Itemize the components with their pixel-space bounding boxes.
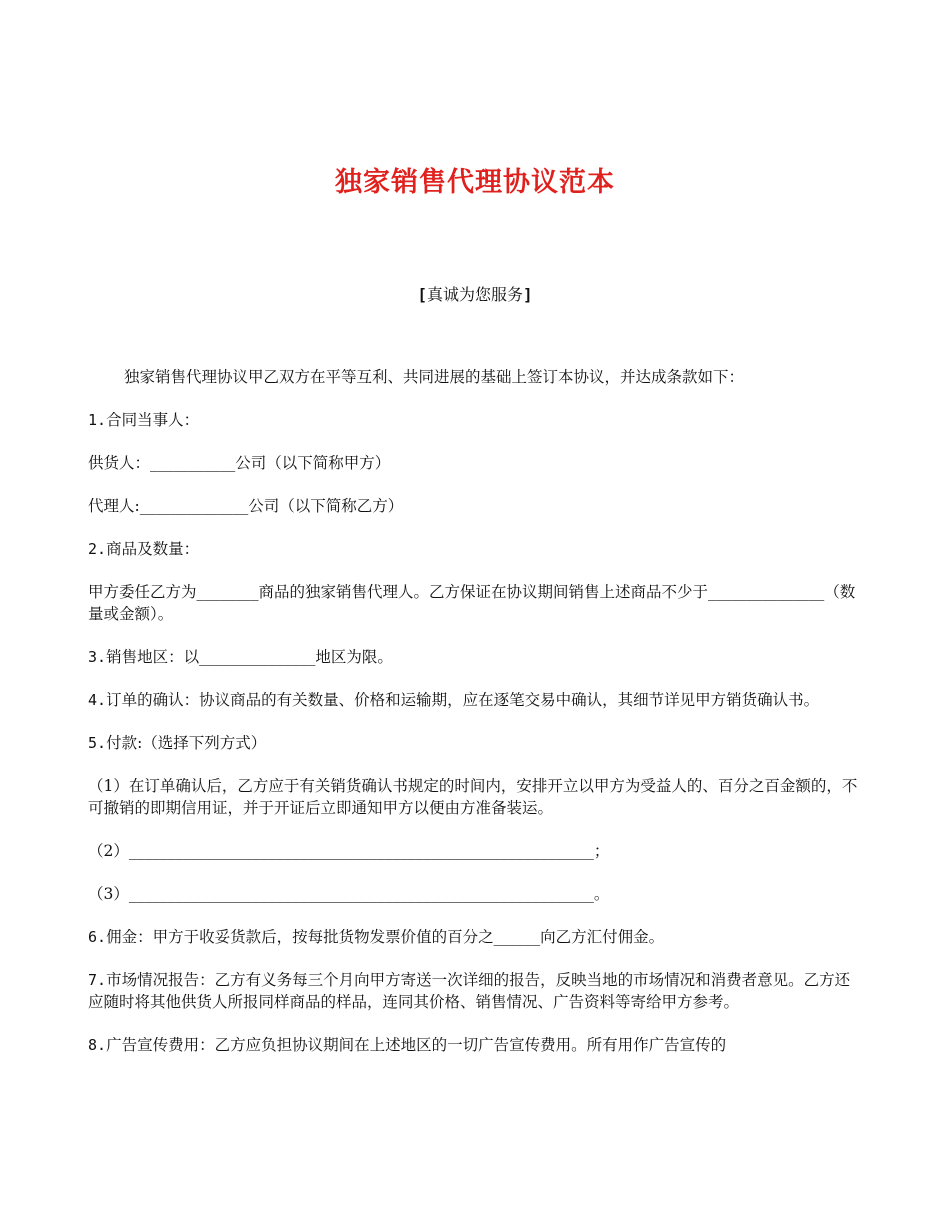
payment-option-1: （1）在订单确认后，乙方应于有关销货确认书规定的时间内，安排开立以甲方为受益人的、百分之百金额的，不可撤销的即期信用证，并于开证后立即通知甲方以便由方准备装运。 (88, 777, 858, 817)
clause-text: 销售地区：以_______________地区为限。 (106, 648, 393, 666)
clause-number: 7. (88, 971, 107, 989)
clause-number: 8. (88, 1036, 107, 1054)
clause-number: 5. (88, 734, 107, 752)
agent-line: 代理人:______________公司（以下简称乙方） (88, 497, 404, 515)
document-subtitle (0, 282, 950, 305)
supplier-line: 供货人：___________公司（以下简称甲方） (88, 454, 391, 472)
clause-number: 3. (88, 648, 107, 666)
clause-2-body: 甲方委任乙方为________商品的独家销售代理人。乙方保证在协议期间销售上述商品不少于_______________（数量或金额）。 (88, 583, 856, 623)
clause-1-heading (88, 409, 863, 431)
clause-text: 合同当事人： (106, 411, 200, 429)
clause-text: 商品及数量： (106, 540, 200, 558)
payment-option-2: （2）____________________________________________________________； (88, 842, 610, 860)
subtitle-open-bracket: [ (417, 285, 427, 304)
clause-7 (88, 969, 863, 1013)
clause-5 (88, 732, 863, 754)
payment-option-3: （3）____________________________________________________________。 (88, 885, 610, 903)
clause-number: 6. (88, 928, 107, 946)
clause-2-heading (88, 538, 863, 560)
clause-3 (88, 646, 863, 668)
clause-text: 订单的确认：协议商品的有关数量、价格和运输期，应在逐笔交易中确认，其细节详见甲方销货确认书。 (106, 691, 820, 709)
clause-6 (88, 926, 863, 948)
clause-text: 市场情况报告：乙方有义务每三个月向甲方寄送一次详细的报告，反映当地的市场情况和消费者意见。乙方还应随时将其他供货人所报同样商品的样品，连同其价格、销售情况、广告资料等寄给甲方参考。 (88, 971, 851, 1011)
subtitle-text: 真诚为您服务 (426, 285, 523, 304)
intro-paragraph: 独家销售代理协议甲乙双方在平等互利、共同进展的基础上签订本协议，并达成条款如下： (124, 368, 745, 386)
document-title: 独家销售代理协议范本 (335, 167, 615, 198)
clause-number: 2. (88, 540, 107, 558)
clause-text: 广告宣传费用：乙方应负担协议期间在上述地区的一切广告宣传费用。所有用作广告宣传的 (106, 1036, 727, 1054)
clause-number: 1. (88, 411, 107, 429)
clause-number: 4. (88, 691, 107, 709)
clause-text: 付款:（选择下列方式） (106, 734, 267, 752)
clause-text: 佣金：甲方于收妥货款后，按每批货物发票价值的百分之______向乙方汇付佣金。 (106, 928, 665, 946)
document-body (88, 366, 863, 1077)
clause-4 (88, 689, 863, 711)
subtitle-close-bracket: ] (523, 285, 533, 304)
clause-8 (88, 1034, 863, 1056)
